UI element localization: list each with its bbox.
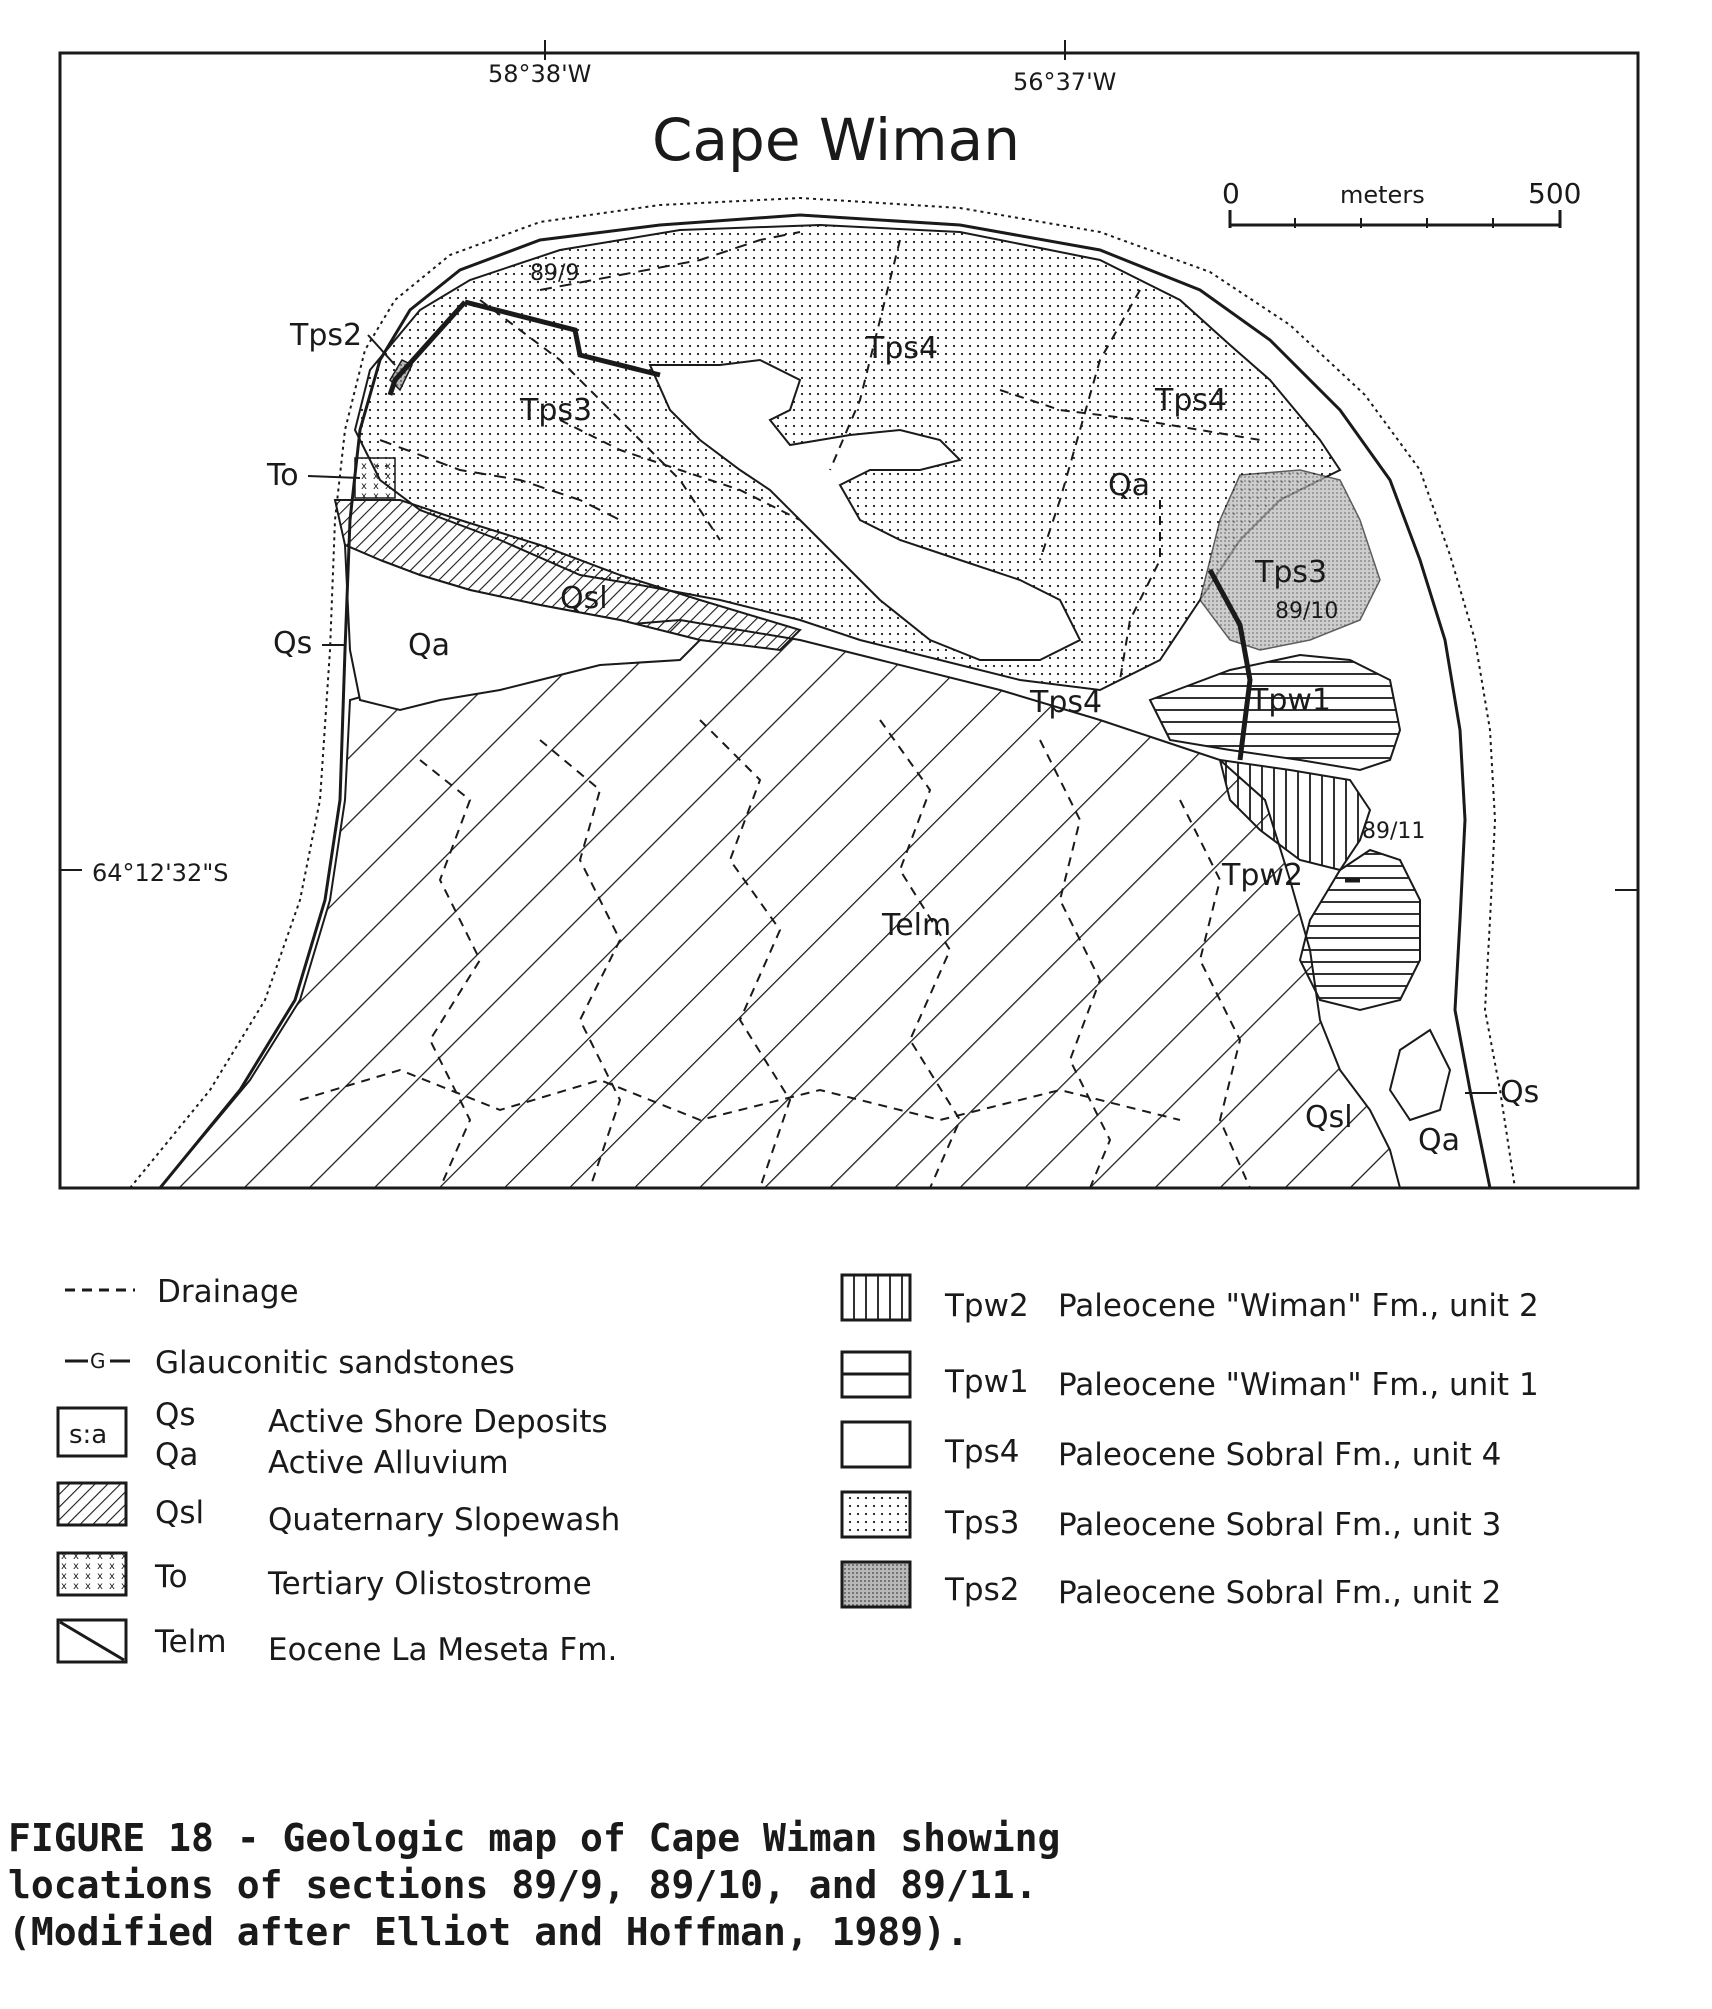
legend-glauconitic-label: Glauconitic sandstones (155, 1345, 515, 1381)
label-qs-east: Qs (1500, 1075, 1540, 1110)
scale-end: 500 (1528, 177, 1582, 210)
label-to: To (267, 458, 299, 493)
label-qsl-west: Qsl (560, 581, 608, 616)
legend-to-code: To (155, 1559, 188, 1595)
legend-glauconitic-symbol: G (90, 1349, 106, 1373)
legend-tps2-code: Tps2 (945, 1572, 1020, 1608)
lon-left-label: 58°38'W (488, 60, 592, 88)
section-89-10-label: 89/10 (1275, 599, 1339, 624)
legend-tpw1-code: Tpw1 (945, 1364, 1029, 1400)
legend-qa-code: Qa (155, 1437, 199, 1473)
tpw1-lower-area (1300, 850, 1420, 1010)
label-qa-north: Qa (1108, 468, 1150, 503)
label-tps3-west: Tps3 (520, 393, 593, 428)
label-qa-west: Qa (408, 628, 450, 663)
label-qa-east: Qa (1418, 1123, 1460, 1158)
legend-tps4-label: Paleocene Sobral Fm., unit 4 (1058, 1437, 1502, 1473)
legend-tps2-label: Paleocene Sobral Fm., unit 2 (1058, 1575, 1502, 1611)
to-unit-area (355, 458, 395, 498)
scale-start: 0 (1222, 177, 1240, 210)
legend-tpw2-box (842, 1275, 910, 1320)
label-tps4-east: Tps4 (1155, 383, 1228, 418)
legend-right (842, 1275, 1539, 1611)
legend-telm-code: Telm (155, 1624, 227, 1660)
label-tpw2: Tpw2 (1222, 858, 1303, 893)
label-qs-west: Qs (273, 626, 313, 661)
label-tps4-north: Tps4 (866, 331, 939, 366)
legend-tpw2-label: Paleocene "Wiman" Fm., unit 2 (1058, 1288, 1539, 1324)
legend-qsl-code: Qsl (155, 1495, 205, 1531)
lat-label: 64°12'32"S (92, 859, 229, 887)
legend-tps4-box (842, 1422, 910, 1467)
legend-qs-code: Qs (155, 1397, 196, 1433)
legend-qa-label: Active Alluvium (268, 1445, 509, 1481)
label-tpw1: Tpw1 (1250, 683, 1331, 718)
label-tps3-east: Tps3 (1255, 555, 1328, 590)
label-telm: Telm (882, 908, 952, 943)
label-tps4-south: Tps4 (1030, 685, 1103, 720)
legend-qsl-box (58, 1483, 126, 1525)
scale-bar (1222, 177, 1581, 228)
legend-drainage-label: Drainage (157, 1274, 299, 1310)
legend-left (58, 1274, 620, 1668)
legend-to-label: Tertiary Olistostrome (268, 1566, 592, 1602)
legend-qs-label: Active Shore Deposits (268, 1404, 608, 1440)
legend-telm-label: Eocene La Meseta Fm. (268, 1632, 618, 1668)
legend-tps3-box (842, 1492, 910, 1537)
legend-to-box (58, 1553, 126, 1595)
figure-caption: FIGURE 18 - Geologic map of Cape Wiman showing locations of sections 89/9, 89/10, and 89/11. (Modified after Elliot and Hoffman, 1989). (8, 1816, 1061, 1954)
legend-qsl-label: Quaternary Slopewash (268, 1502, 621, 1538)
legend-tpw1-label: Paleocene "Wiman" Fm., unit 1 (1058, 1367, 1539, 1403)
label-tps2: Tps2 (290, 318, 363, 353)
legend-tps3-code: Tps3 (945, 1505, 1020, 1541)
legend-qs-qa-symbol: s:a (69, 1420, 108, 1450)
legend-tps2-box (842, 1562, 910, 1607)
section-89-9-label: 89/9 (530, 261, 580, 286)
legend-tps4-code: Tps4 (945, 1434, 1020, 1470)
legend-tps3-label: Paleocene Sobral Fm., unit 3 (1058, 1507, 1502, 1543)
qa-east-area (1390, 1030, 1450, 1120)
section-89-11-label: 89/11 (1362, 819, 1426, 844)
legend-tpw2-code: Tpw2 (945, 1288, 1029, 1324)
lon-right-label: 56°37'W (1013, 68, 1117, 96)
label-qsl-east: Qsl (1305, 1100, 1353, 1135)
scale-unit: meters (1340, 181, 1425, 209)
map-title: Cape Wiman (652, 106, 1020, 174)
